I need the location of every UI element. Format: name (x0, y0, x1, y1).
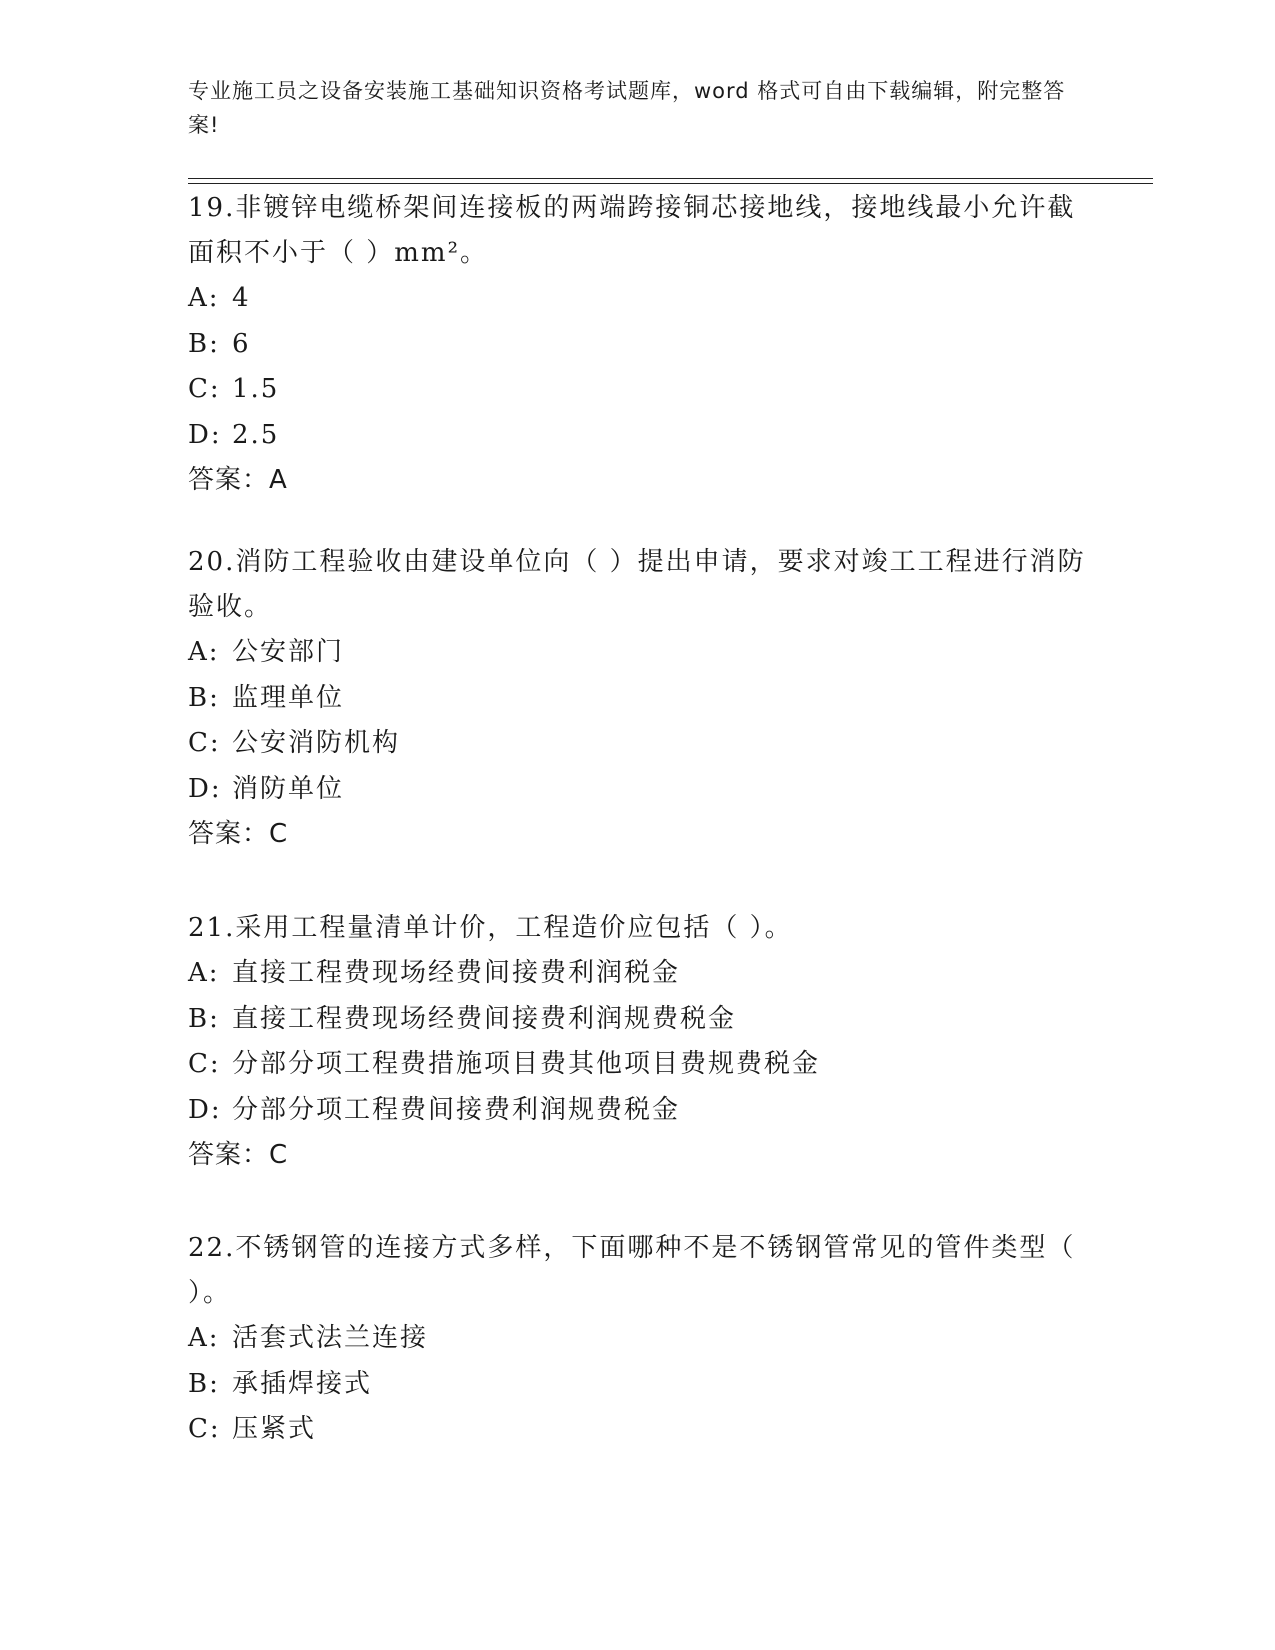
option-letter: A: (188, 637, 220, 667)
question-stem: 22.不锈钢管的连接方式多样，下面哪种不是不锈钢管常见的管件类型（ ）。 (188, 1233, 1076, 1308)
answer-line: 答案：C (188, 819, 289, 849)
option-letter: C: (188, 1049, 221, 1079)
header-text: 专业施工员之设备安装施工基础知识资格考试题库，word 格式可自由下载编辑，附完整答案! (188, 79, 1066, 137)
option-b (188, 676, 1088, 722)
option-c (188, 367, 1088, 413)
option-text: 公安部门 (232, 637, 345, 667)
document-header (188, 74, 1088, 142)
option-a (188, 1316, 1088, 1362)
option-letter: D: (188, 1094, 222, 1125)
option-d (188, 1088, 1088, 1134)
answer-line: 答案：A (188, 465, 288, 495)
option-b (188, 997, 1088, 1043)
header-divider-top (188, 178, 1153, 179)
option-a (188, 276, 1088, 322)
question-22 (188, 1226, 1088, 1453)
option-d (188, 767, 1088, 813)
option-b (188, 1362, 1088, 1408)
option-letter: B: (188, 1368, 220, 1399)
option-letter: A: (188, 958, 220, 988)
option-text: 分部分项工程费间接费利润规费税金 (232, 1094, 681, 1125)
option-text: 监理单位 (232, 682, 345, 713)
option-letter: C: (188, 1414, 221, 1444)
option-letter: C: (188, 374, 221, 404)
option-text: 4 (232, 283, 251, 313)
option-c (188, 1407, 1088, 1453)
option-letter: D: (188, 773, 222, 804)
option-a (188, 630, 1088, 676)
option-text: 2.5 (232, 419, 280, 450)
option-b (188, 322, 1088, 368)
option-letter: C: (188, 728, 221, 758)
question-stem: 21.采用工程量清单计价，工程造价应包括（ ）。 (188, 913, 793, 943)
option-text: 直接工程费现场经费间接费利润税金 (232, 958, 681, 988)
option-c (188, 721, 1088, 767)
option-text: 1.5 (232, 374, 280, 404)
option-text: 压紧式 (232, 1414, 317, 1444)
option-a (188, 951, 1088, 997)
question-21 (188, 906, 1088, 1178)
option-text: 直接工程费现场经费间接费利润规费税金 (232, 1003, 737, 1034)
option-letter: A: (188, 1323, 220, 1353)
question-19 (188, 186, 1088, 503)
answer-line: 答案：C (188, 1140, 289, 1170)
option-d (188, 413, 1088, 459)
question-stem: 19.非镀锌电缆桥架间连接板的两端跨接铜芯接地线，接地线最小允许截面积不小于（ ）mm²。 (188, 193, 1076, 268)
question-stem: 20.消防工程验收由建设单位向（ ）提出申请，要求对竣工工程进行消防验收。 (188, 547, 1086, 622)
question-20 (188, 540, 1088, 857)
option-text: 活套式法兰连接 (232, 1323, 429, 1353)
option-c (188, 1042, 1088, 1088)
option-letter: B: (188, 1003, 220, 1034)
option-text: 6 (232, 328, 251, 359)
header-divider-bottom (188, 183, 1153, 184)
option-letter: B: (188, 682, 220, 713)
option-text: 分部分项工程费措施项目费其他项目费规费税金 (232, 1049, 821, 1079)
option-text: 承插焊接式 (232, 1368, 373, 1399)
option-letter: B: (188, 328, 220, 359)
option-text: 消防单位 (232, 773, 345, 804)
option-letter: D: (188, 419, 222, 450)
option-text: 公安消防机构 (232, 728, 401, 758)
option-letter: A: (188, 283, 220, 313)
